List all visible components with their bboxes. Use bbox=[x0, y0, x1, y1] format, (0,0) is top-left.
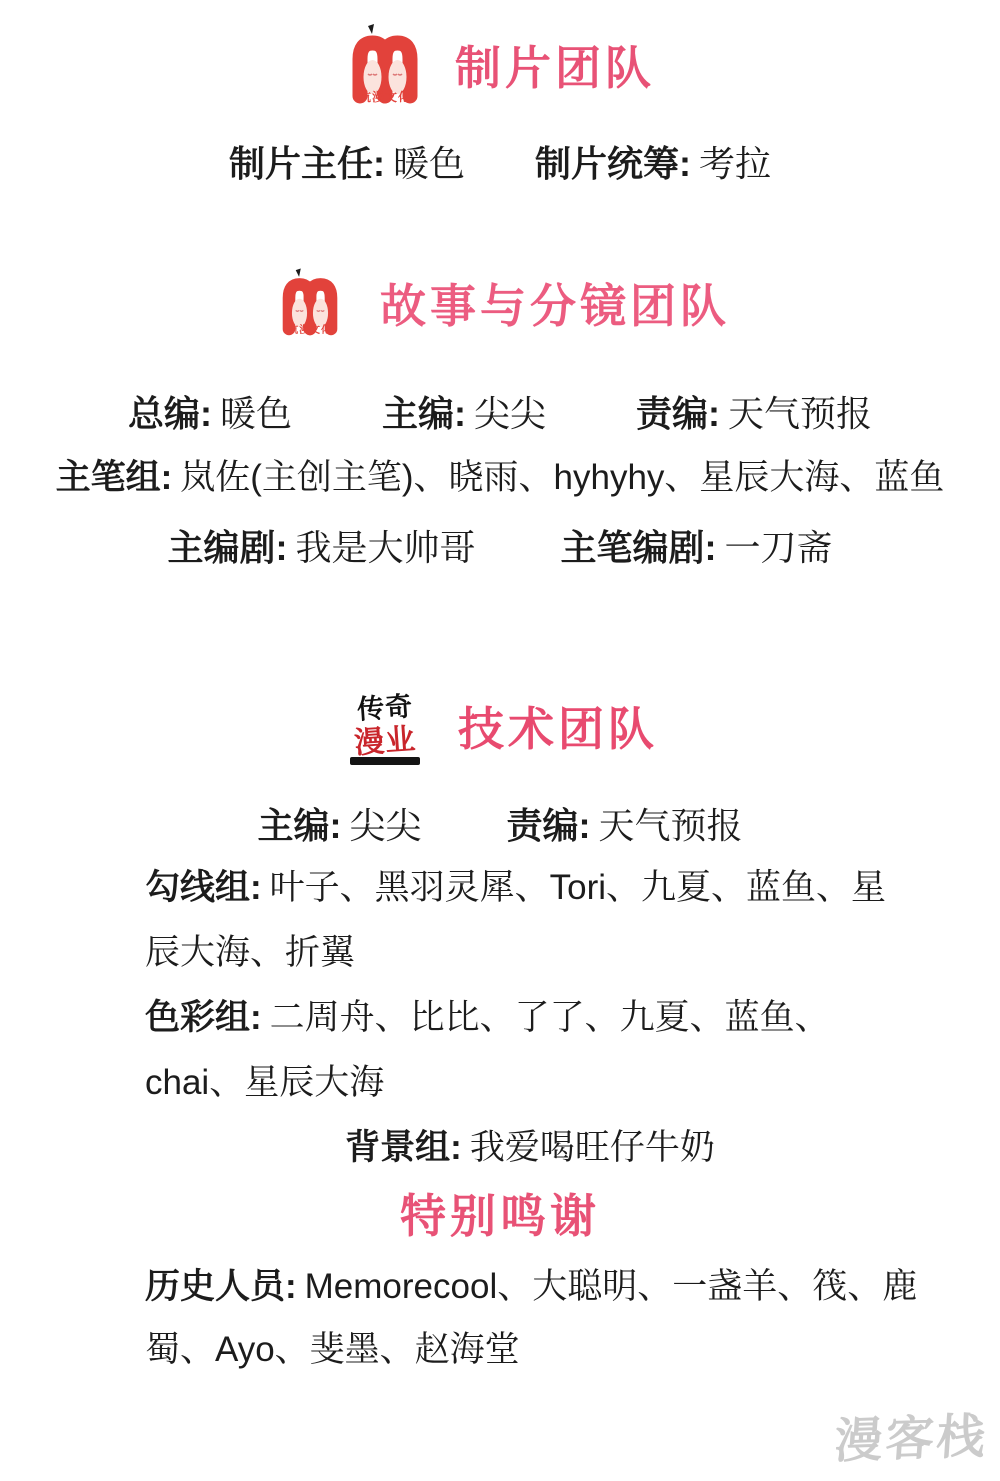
story-editors-row bbox=[0, 386, 1000, 437]
chuanqi-manye-logo bbox=[342, 686, 428, 765]
credit-chief-editor bbox=[128, 386, 292, 437]
credit-tech-responsible-editor bbox=[507, 798, 743, 849]
credit-label: 主笔编剧: bbox=[560, 527, 717, 568]
hangman-culture-logo bbox=[276, 268, 343, 336]
credit-label: 主笔组: bbox=[55, 458, 173, 497]
credit-value: 一刀斋 bbox=[724, 527, 833, 568]
credit-value: 尖尖 bbox=[473, 393, 546, 434]
lineart-group-credit bbox=[145, 855, 890, 985]
credit-label: 责编: bbox=[506, 805, 591, 846]
credit-label: 主编: bbox=[381, 393, 466, 434]
credit-value: 岚佐(主创主笔)、晓雨、hyhyhy、星辰大海、蓝鱼 bbox=[180, 458, 945, 497]
credit-label: 责编: bbox=[636, 393, 720, 434]
credit-editor bbox=[382, 386, 546, 437]
credit-label: 勾线组: bbox=[145, 868, 262, 907]
credit-value: 二周舟、比比、了了、九夏、蓝鱼、chai、星辰大海 bbox=[145, 998, 830, 1102]
credit-screenwriter bbox=[167, 520, 475, 571]
production-credits-row bbox=[0, 136, 1000, 187]
section-header-thanks bbox=[0, 1180, 1000, 1246]
credit-value: 尖尖 bbox=[349, 805, 422, 846]
credit-value: Memorecool、大聪明、一盏羊、筏、鹿蜀、Ayo、斐墨、赵海堂 bbox=[145, 1267, 918, 1369]
credit-label: 制片主任: bbox=[228, 143, 385, 184]
credit-value: 我爱喝旺仔牛奶 bbox=[469, 1128, 715, 1167]
credit-value: 天气预报 bbox=[598, 805, 743, 846]
credit-production-coordinator bbox=[535, 136, 771, 187]
logo-caption: 杭漫文化 bbox=[358, 90, 411, 104]
credit-label: 背景组: bbox=[345, 1128, 462, 1167]
credit-label: 历史人员: bbox=[145, 1267, 297, 1306]
color-group-credit bbox=[145, 985, 890, 1115]
credit-label: 主编: bbox=[257, 805, 342, 846]
section-header-story bbox=[0, 262, 1000, 343]
production-team-title: 制片团队 bbox=[455, 41, 655, 94]
credit-value: 叶子、黑羽灵犀、Tori、九夏、蓝鱼、星辰大海、折翼 bbox=[145, 868, 887, 972]
credit-production-director bbox=[229, 136, 465, 187]
special-thanks-title: 特别鸣谢 bbox=[400, 1190, 600, 1242]
credit-value: 天气预报 bbox=[728, 393, 873, 434]
credit-label: 主编剧: bbox=[167, 527, 288, 568]
lead-artists-row bbox=[0, 450, 1000, 500]
hangman-culture-logo bbox=[345, 24, 425, 105]
credit-label: 色彩组: bbox=[145, 998, 262, 1037]
tech-editors-row bbox=[0, 798, 1000, 849]
credit-value: 暖色 bbox=[392, 143, 465, 184]
credit-value: 暖色 bbox=[219, 393, 292, 434]
screenwriters-row bbox=[0, 520, 1000, 571]
tech-team-title: 技术团队 bbox=[458, 702, 658, 755]
tech-logo-top-text: 传奇 bbox=[356, 691, 415, 725]
credit-value: 考拉 bbox=[699, 143, 772, 184]
credit-label: 总编: bbox=[127, 393, 212, 434]
background-group-credit bbox=[0, 1120, 1000, 1170]
logo-caption: 杭漫文化 bbox=[288, 323, 332, 336]
history-members-credit bbox=[145, 1255, 920, 1381]
credit-lead-writer bbox=[561, 520, 833, 571]
section-header-production bbox=[0, 24, 1000, 105]
section-header-tech bbox=[0, 686, 1000, 765]
credit-label: 制片统筹: bbox=[535, 143, 691, 184]
tech-logo-bottom-text: 漫业 bbox=[353, 722, 418, 761]
story-team-title: 故事与分镜团队 bbox=[380, 279, 730, 332]
mankezhan-watermark: 漫客栈 bbox=[832, 1410, 990, 1469]
credit-tech-editor bbox=[257, 798, 421, 849]
credit-value: 我是大帅哥 bbox=[295, 527, 476, 568]
credit-responsible-editor bbox=[636, 386, 872, 437]
